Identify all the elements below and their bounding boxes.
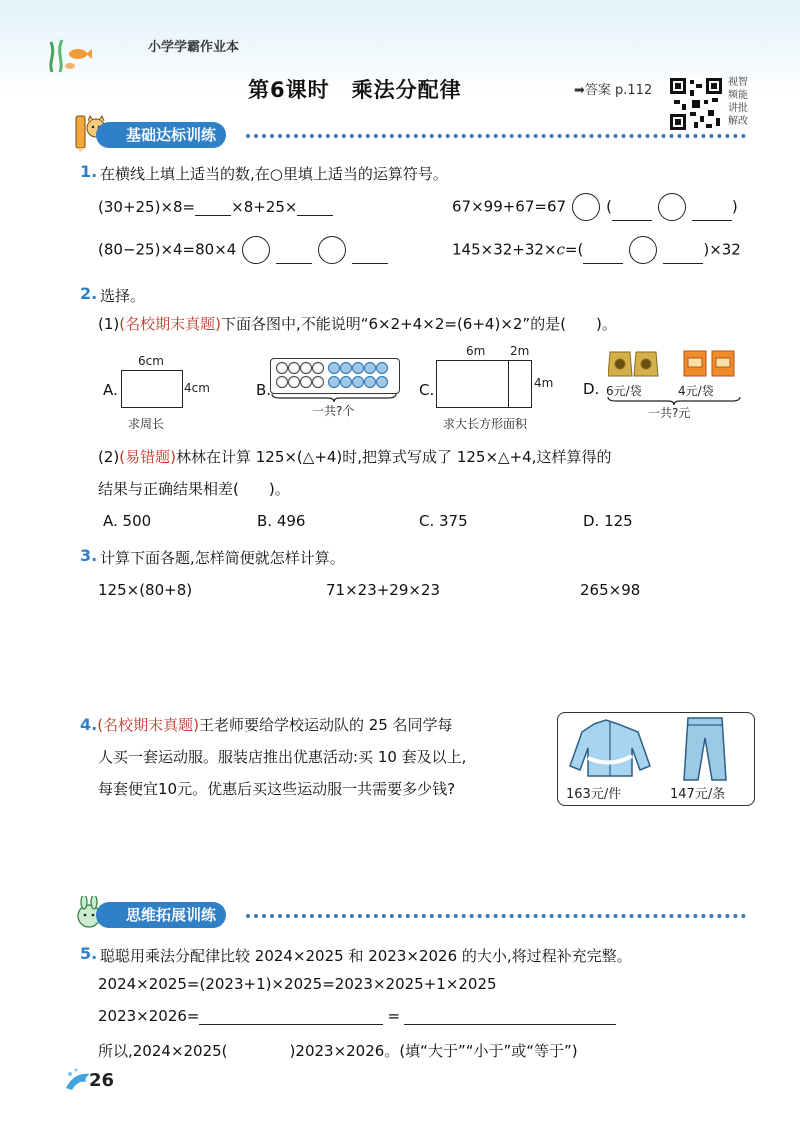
- question-number: 2.: [80, 284, 98, 303]
- tag-badge: (名校期末真题): [119, 315, 221, 333]
- option-a-caption: 求周长: [128, 417, 165, 431]
- jacket-icon: [566, 718, 652, 780]
- choice-a[interactable]: A. 500: [103, 512, 152, 530]
- q5-line1: 2024×2025=(2023+1)×2025=2023×2025+1×2025: [98, 975, 497, 993]
- q5-line3: 所以,2024×2025( )2023×2026。(填“大于”“小于”或“等于”): [98, 1042, 578, 1060]
- option-b-circles: [274, 360, 398, 390]
- option-a-label: A.: [103, 381, 118, 399]
- option-a-width: 6cm: [138, 354, 164, 368]
- section-divider: [246, 914, 746, 918]
- q4-line3: 每套便宜10元。优惠后买这些运动服一共需要多少钱?: [98, 780, 456, 798]
- option-c-divider: [508, 360, 509, 407]
- q2-part2: (2)(易错题)林林在计算 125×(△+4)时,把算式写成了 125×△+4,这样算得的: [98, 448, 612, 466]
- option-a-rectangle: [121, 370, 183, 408]
- calc-item-3: 265×98: [580, 581, 641, 599]
- option-b-label: B.: [256, 381, 272, 399]
- q2-part1: (1)(名校期末真题)下面各图中,不能说明“6×2+4×2=(6+4)×2”的是( )。: [98, 315, 617, 333]
- price-per-bag-2: 4元/袋: [678, 384, 714, 398]
- lesson-title: 第6课时 乘法分配律: [248, 78, 462, 102]
- jacket-price: 163元/件: [566, 787, 622, 802]
- answer-blank[interactable]: [692, 206, 732, 221]
- question-text: 计算下面各题,怎样简便就怎样计算。: [100, 549, 345, 567]
- option-c-caption: 求大长方形面积: [443, 417, 528, 431]
- qr-label: 视智 频能 讲批 解改: [728, 77, 748, 127]
- choice-c[interactable]: C. 375: [419, 512, 468, 530]
- snack-bags-icon: [608, 348, 744, 378]
- q1-item-c: (80−25)×4=80×4: [98, 236, 388, 264]
- q4-line1: 4.(名校期末真题)王老师要给学校运动队的 25 名同学每: [80, 715, 453, 734]
- answer-blank[interactable]: [297, 201, 333, 216]
- question-text: 聪聪用乘法分配律比较 2024×2025 和 2023×2026 的大小,将过程补充完整。: [100, 947, 632, 965]
- answer-blank[interactable]: [663, 249, 703, 264]
- q2-part2-cont: 结果与正确结果相差( )。: [98, 480, 290, 498]
- section-divider: [246, 134, 746, 138]
- option-c-rectangle: [436, 360, 532, 408]
- q1-item-a: (30+25)×8= ×8+25×: [98, 198, 333, 216]
- section-heading-extension: 思维拓展训练: [96, 902, 226, 928]
- seaweed-fish-icon: [42, 34, 94, 74]
- option-d-label: D.: [583, 380, 600, 398]
- answer-blank[interactable]: [199, 1010, 383, 1025]
- qr-code-icon[interactable]: [668, 76, 724, 132]
- operator-circle[interactable]: [629, 236, 657, 264]
- question-text: 选择。: [100, 287, 146, 305]
- answer-blank[interactable]: [195, 201, 231, 216]
- option-d-caption: 一共?元: [648, 406, 691, 420]
- question-number: 1.: [80, 162, 98, 181]
- tag-badge: (易错题): [119, 448, 176, 466]
- operator-circle[interactable]: [318, 236, 346, 264]
- question-number: 5.: [80, 944, 98, 963]
- pants-price: 147元/条: [670, 787, 726, 802]
- q4-line2: 人买一套运动服。服装店推出优惠活动:买 10 套及以上,: [98, 748, 467, 766]
- price-per-bag-1: 6元/袋: [606, 384, 642, 398]
- option-a-height: 4cm: [184, 381, 210, 395]
- option-c-height: 4m: [534, 376, 554, 390]
- option-c-width2: 2m: [510, 344, 530, 358]
- operator-circle[interactable]: [242, 236, 270, 264]
- operator-circle[interactable]: [658, 193, 686, 221]
- calc-item-1: 125×(80+8): [98, 581, 193, 599]
- answer-blank[interactable]: [404, 1010, 616, 1025]
- section-heading-basic: 基础达标训练: [96, 122, 226, 148]
- operator-circle[interactable]: [572, 193, 600, 221]
- book-title: 小学学霸作业本: [148, 40, 240, 55]
- pants-icon: [682, 716, 728, 782]
- option-b-caption: 一共?个: [312, 404, 355, 418]
- answer-blank[interactable]: [612, 206, 652, 221]
- option-c-width1: 6m: [466, 344, 486, 358]
- calc-item-2: 71×23+29×23: [326, 581, 441, 599]
- page-number: 26: [89, 1070, 115, 1091]
- q5-line2: 2023×2026= =: [98, 1007, 616, 1025]
- q1-item-d: 145×32+32×c=( )×32: [452, 236, 741, 264]
- question-number: 3.: [80, 546, 98, 565]
- answer-blank[interactable]: [276, 249, 312, 264]
- question-text: 在横线上填上适当的数,在○里填上适当的运算符号。: [100, 165, 448, 183]
- q1-item-b: 67×99+67=67 ( ): [452, 193, 738, 221]
- option-c-label: C.: [419, 381, 435, 399]
- answer-blank[interactable]: [352, 249, 388, 264]
- tag-badge: (名校期末真题): [97, 716, 199, 734]
- choice-d[interactable]: D. 125: [583, 512, 633, 530]
- choice-b[interactable]: B. 496: [257, 512, 306, 530]
- answer-reference: ➡答案 p.112: [574, 83, 653, 98]
- answer-blank[interactable]: [583, 249, 623, 264]
